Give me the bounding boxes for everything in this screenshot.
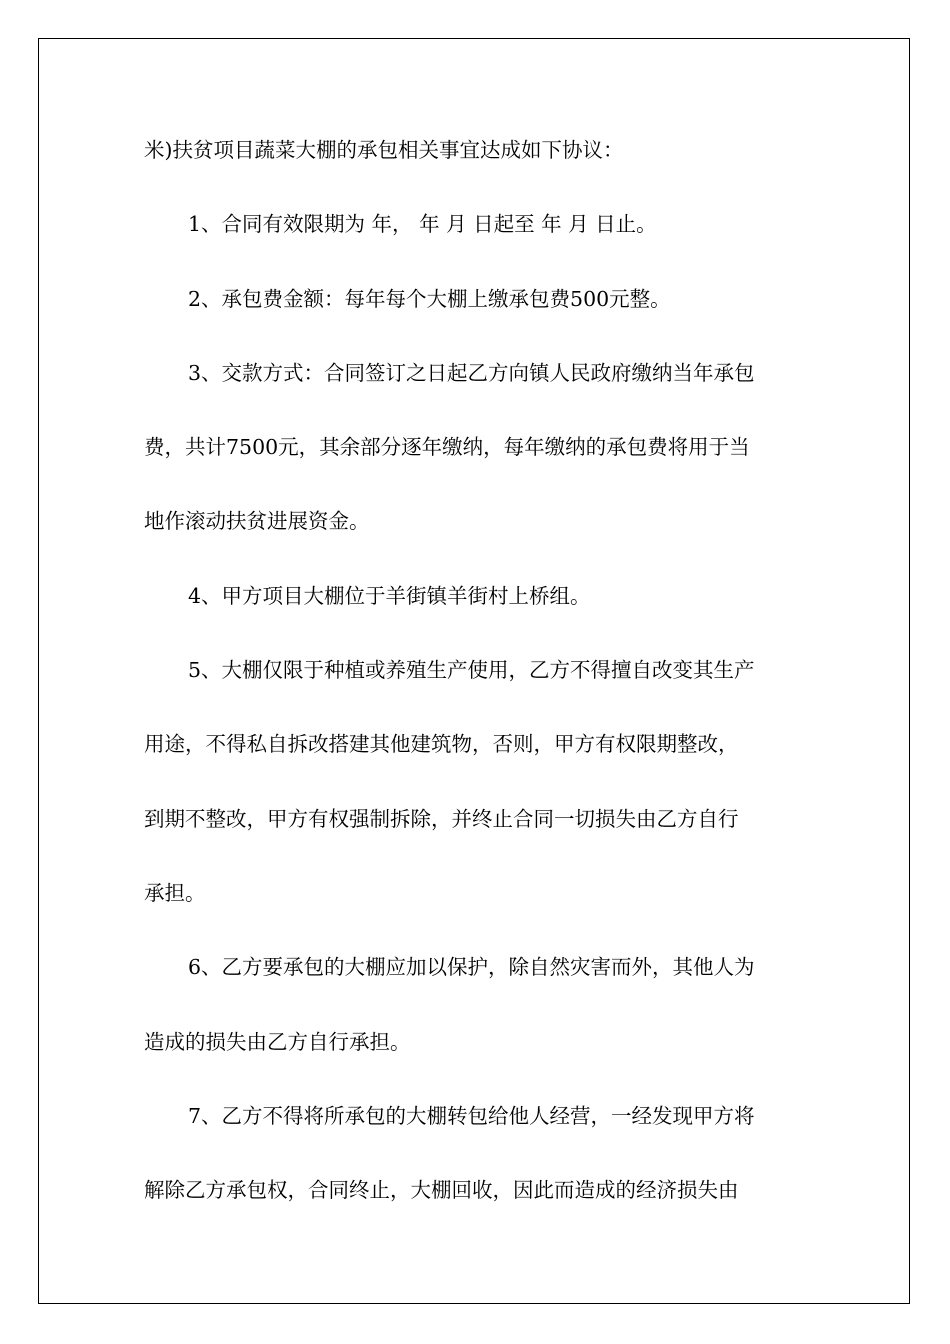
text-line: 6、乙方要承包的大棚应加以保护，除自然灾害而外，其他人为 bbox=[188, 955, 755, 980]
text-line: 费，共计7500元，其余部分逐年缴纳，每年缴纳的承包费将用于当 bbox=[144, 435, 750, 460]
text-line: 5、大棚仅限于种植或养殖生产使用，乙方不得擅自改变其生产 bbox=[188, 658, 755, 683]
text-line: 地作滚动扶贫进展资金。 bbox=[144, 509, 370, 534]
text-line: 1、合同有效限期为 年， 年 月 日起至 年 月 日止。 bbox=[188, 212, 657, 237]
text-line: 米)扶贫项目蔬菜大棚的承包相关事宜达成如下协议： bbox=[144, 138, 624, 162]
text-line: 解除乙方承包权，合同终止，大棚回收，因此而造成的经济损失由 bbox=[144, 1178, 739, 1203]
text-line: 2、承包费金额：每年每个大棚上缴承包费500元整。 bbox=[188, 286, 671, 311]
document-body bbox=[144, 126, 808, 1240]
text-line: 4、甲方项目大棚位于羊街镇羊街村上桥组。 bbox=[188, 583, 591, 608]
text-line: 到期不整改，甲方有权强制拆除，并终止合同一切损失由乙方自行 bbox=[144, 806, 739, 831]
text-line: 用途，不得私自拆改搭建其他建筑物，否则，甲方有权限期整改， bbox=[144, 732, 739, 757]
text-line: 承担。 bbox=[144, 880, 206, 905]
text-line: 7、乙方不得将所承包的大棚转包给他人经营，一经发现甲方将 bbox=[188, 1103, 755, 1128]
text-line: 3、交款方式：合同签订之日起乙方向镇人民政府缴纳当年承包 bbox=[188, 360, 755, 385]
text-line: 造成的损失由乙方自行承担。 bbox=[144, 1029, 411, 1054]
